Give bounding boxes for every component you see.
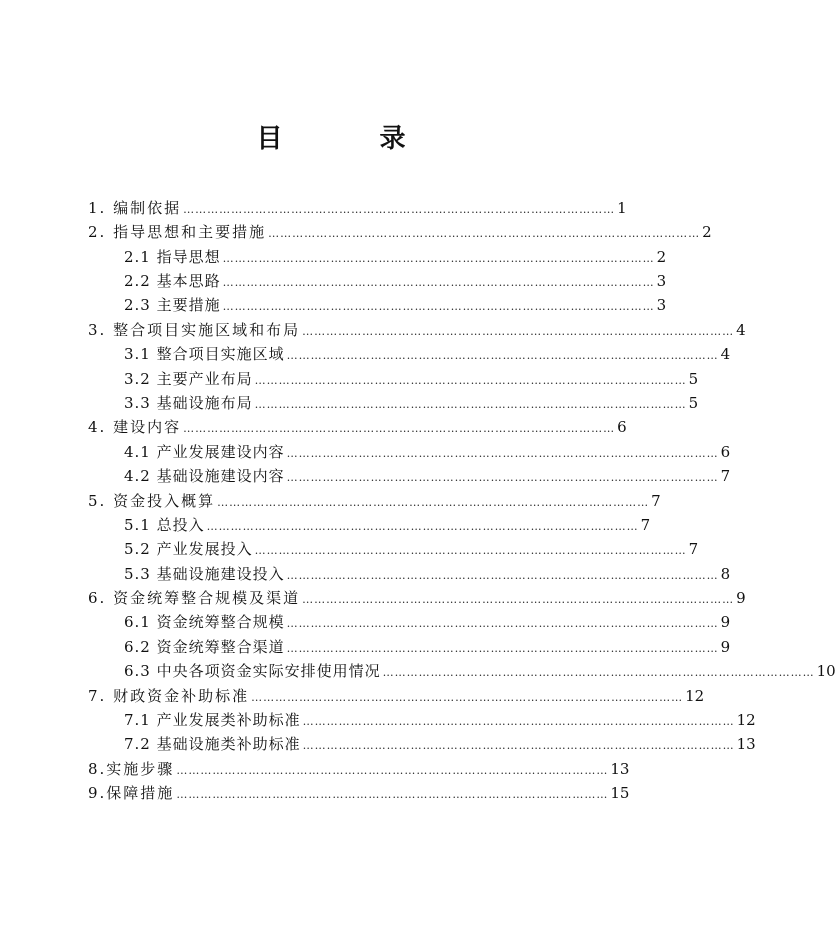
toc-page-number: 7: [651, 492, 661, 510]
toc-label: 5.1 总投入: [124, 516, 205, 534]
toc-page-number: 7: [720, 467, 731, 485]
dot-leader: ………………………………………………………………………………………………: [286, 471, 719, 484]
page-title: 目 录: [256, 124, 450, 154]
toc-page-number: 6: [617, 418, 627, 436]
toc-label: 6.2 资金统筹整合渠道: [124, 638, 285, 656]
toc-entry-2-2[interactable]: [124, 269, 667, 293]
toc-entry-5-2[interactable]: [124, 537, 699, 561]
toc-label: 1. 编制依据: [88, 199, 182, 217]
toc-page-number: 9: [720, 638, 731, 656]
toc-entry-3-3[interactable]: [124, 391, 699, 415]
toc-entry-9[interactable]: [88, 781, 630, 805]
toc-page-number: 5: [688, 394, 699, 412]
toc-entry-3-1[interactable]: [124, 342, 731, 366]
toc-label: 7.1 产业发展类补助标准: [124, 711, 301, 729]
toc-label: 3.2 主要产业布局: [124, 370, 253, 388]
toc-label: 4. 建设内容: [88, 418, 182, 436]
toc-entry-3[interactable]: [88, 318, 746, 342]
dot-leader: ………………………………………………………………………………………………: [222, 300, 655, 313]
toc-entry-2-1[interactable]: [124, 245, 667, 269]
dot-leader: ………………………………………………………………………………………………: [183, 203, 616, 216]
toc-page-number: 3: [656, 296, 667, 314]
dot-leader: ………………………………………………………………………………………………: [302, 715, 735, 728]
toc-label: 4.1 产业发展建设内容: [124, 443, 285, 461]
dot-leader: ………………………………………………………………………………………………: [382, 666, 815, 679]
dot-leader: ………………………………………………………………………………………………: [254, 374, 687, 387]
toc-page-number: 13: [736, 735, 756, 753]
toc-label: 3.1 整合项目实施区域: [124, 345, 285, 363]
dot-leader: ………………………………………………………………………………………………: [176, 764, 609, 777]
dot-leader: ………………………………………………………………………………………………: [222, 276, 655, 289]
toc-label: 6. 资金统筹整合规模及渠道: [88, 589, 301, 607]
toc-label: 2.3 主要措施: [124, 296, 221, 314]
toc-entry-3-2[interactable]: [124, 367, 699, 391]
toc-entry-6-3[interactable]: [124, 659, 836, 683]
toc-entry-5[interactable]: [88, 489, 661, 513]
dot-leader: ………………………………………………………………………………………………: [254, 544, 687, 557]
toc-entry-4-2[interactable]: [124, 464, 731, 488]
toc-page-number: 4: [736, 321, 746, 339]
toc-label: 5.2 产业发展投入: [124, 540, 253, 558]
dot-leader: ………………………………………………………………………………………………: [302, 739, 735, 752]
dot-leader: ………………………………………………………………………………………………: [176, 788, 609, 801]
toc-entry-7-1[interactable]: [124, 708, 756, 732]
toc-page-number: 5: [688, 370, 699, 388]
toc-page-number: 4: [720, 345, 731, 363]
toc-page-number: 13: [610, 760, 630, 778]
dot-leader: ………………………………………………………………………………………………: [286, 447, 719, 460]
dot-leader: ………………………………………………………………………………………………: [251, 691, 684, 704]
toc-label: 9.保障措施: [88, 784, 175, 802]
toc-page-number: 7: [640, 516, 651, 534]
toc-page-number: 12: [685, 687, 705, 705]
toc-label: 2. 指导思想和主要措施: [88, 223, 267, 241]
dot-leader: ………………………………………………………………………………………………: [206, 520, 639, 533]
dot-leader: ………………………………………………………………………………………………: [254, 398, 687, 411]
toc-page-number: 9: [720, 613, 731, 631]
dot-leader: ………………………………………………………………………………………………: [286, 617, 719, 630]
toc-entry-5-3[interactable]: [124, 562, 731, 586]
toc-label: 6.3 中央各项资金实际安排使用情况: [124, 662, 381, 680]
toc-label: 5. 资金投入概算: [88, 492, 216, 510]
toc-entry-7-2[interactable]: [124, 732, 756, 756]
toc-entry-8[interactable]: [88, 757, 630, 781]
dot-leader: ………………………………………………………………………………………………: [268, 227, 701, 240]
toc-page-number: 12: [736, 711, 756, 729]
dot-leader: ………………………………………………………………………………………………: [286, 569, 719, 582]
toc-page-number: 8: [720, 565, 731, 583]
toc-entry-7[interactable]: [88, 684, 705, 708]
toc-label: 7.2 基础设施类补助标准: [124, 735, 301, 753]
toc-entry-6-1[interactable]: [124, 610, 731, 634]
dot-leader: ………………………………………………………………………………………………: [286, 642, 719, 655]
toc-label: 5.3 基础设施建设投入: [124, 565, 285, 583]
toc-label: 7. 财政资金补助标准: [88, 687, 250, 705]
toc-entry-1[interactable]: [88, 196, 627, 220]
toc-entry-5-1[interactable]: [124, 513, 651, 537]
dot-leader: ………………………………………………………………………………………………: [286, 349, 719, 362]
toc-label: 4.2 基础设施建设内容: [124, 467, 285, 485]
toc-label: 3.3 基础设施布局: [124, 394, 253, 412]
toc-page-number: 15: [610, 784, 630, 802]
toc-entry-4-1[interactable]: [124, 440, 731, 464]
dot-leader: ………………………………………………………………………………………………: [302, 325, 735, 338]
toc-label: 3. 整合项目实施区域和布局: [88, 321, 301, 339]
dot-leader: ………………………………………………………………………………………………: [183, 422, 616, 435]
toc-page-number: 9: [736, 589, 746, 607]
toc-entry-4[interactable]: [88, 415, 627, 439]
dot-leader: ………………………………………………………………………………………………: [222, 252, 655, 265]
toc-label: 8.实施步骤: [88, 760, 175, 778]
toc-page-number: 2: [656, 248, 667, 266]
toc-entry-6-2[interactable]: [124, 635, 731, 659]
toc-page-number: 2: [702, 223, 712, 241]
toc-page-number: 6: [720, 443, 731, 461]
toc-entry-2[interactable]: [88, 220, 712, 244]
toc-page-number: 3: [656, 272, 667, 290]
toc-page-number: 1: [617, 199, 627, 217]
toc-entry-6[interactable]: [88, 586, 746, 610]
toc-label: 6.1 资金统筹整合规模: [124, 613, 285, 631]
toc-page-number: 7: [688, 540, 699, 558]
toc-entry-2-3[interactable]: [124, 293, 667, 317]
dot-leader: ………………………………………………………………………………………………: [302, 593, 735, 606]
dot-leader: ………………………………………………………………………………………………: [217, 496, 650, 509]
toc-page-number: 10: [816, 662, 836, 680]
toc-label: 2.1 指导思想: [124, 248, 221, 266]
toc-label: 2.2 基本思路: [124, 272, 221, 290]
